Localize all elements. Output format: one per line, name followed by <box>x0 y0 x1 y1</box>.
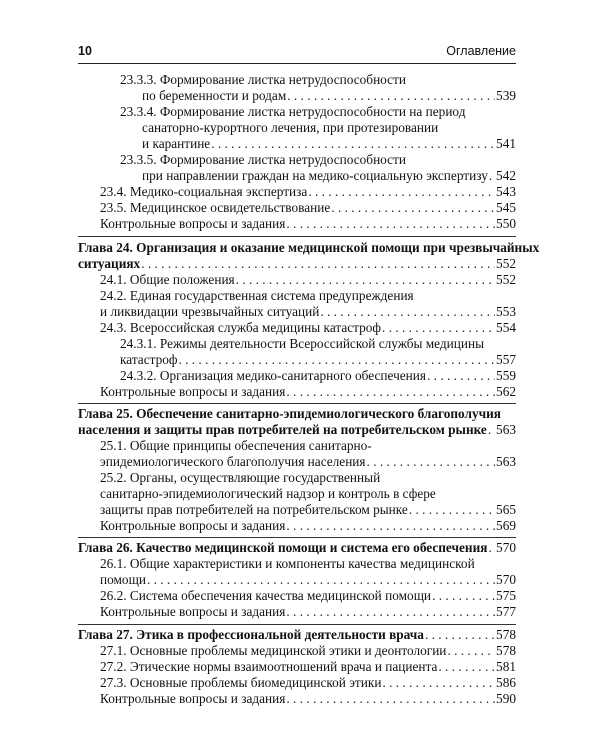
header-rule <box>78 63 516 64</box>
toc-entry-title: 27.2. Этические нормы взаимоотношений врача и пациента <box>100 659 438 674</box>
page-header <box>78 44 516 60</box>
toc-entry-page: 586 <box>496 675 516 690</box>
toc-entry-title: 25.2. Органы, осуществляющие государственный <box>100 470 381 485</box>
toc-chapter-title: населения и защиты прав потребителей на потребительском рынке <box>78 422 487 437</box>
toc-entry[interactable] <box>100 572 516 588</box>
toc-entry-title: 23.5. Медицинское освидетельствование <box>100 200 331 215</box>
dot-leader <box>427 368 495 384</box>
toc-entry[interactable] <box>100 502 516 518</box>
toc-entry-title: 26.2. Система обеспечения качества медицинской помощи <box>100 588 432 603</box>
toc-entry-page: 542 <box>496 168 516 183</box>
dot-leader <box>447 643 495 659</box>
dot-leader <box>308 184 495 200</box>
toc-entry[interactable] <box>100 604 516 620</box>
toc-entry-page: 563 <box>496 454 516 469</box>
toc-entry-title: по беременности и родам <box>142 88 287 103</box>
running-title: Оглавление <box>446 44 516 58</box>
toc-chapter-title: ситуациях <box>78 256 141 271</box>
dot-leader <box>425 627 495 643</box>
toc-entry-title: Контрольные вопросы и задания <box>100 216 286 231</box>
section-divider <box>78 624 516 625</box>
dot-leader <box>382 320 495 336</box>
toc-entry-page: 552 <box>496 256 516 271</box>
toc-entry-title: защиты прав потребителей на потребительском рынке <box>100 502 408 517</box>
toc-entry[interactable] <box>100 438 516 454</box>
toc-entry-page: 545 <box>496 200 516 215</box>
toc-entry-title: 24.3.1. Режимы деятельности Всероссийской службы медицины <box>120 336 485 351</box>
toc-entry-page: 570 <box>496 540 516 555</box>
toc-chapter[interactable] <box>78 406 516 422</box>
toc-entry-title: Контрольные вопросы и задания <box>100 691 286 706</box>
toc-chapter[interactable] <box>78 422 516 438</box>
toc-entry-title: Контрольные вопросы и задания <box>100 384 286 399</box>
toc-entry-title: 25.1. Общие принципы обеспечения санитарно- <box>100 438 372 453</box>
page-number: 10 <box>78 44 92 58</box>
toc-entry-title: Контрольные вопросы и задания <box>100 518 286 533</box>
dot-leader <box>331 200 495 216</box>
toc-entry-title: санитарно-эпидемиологический надзор и контроль в сфере <box>100 486 436 501</box>
dot-leader <box>489 168 495 184</box>
dot-leader <box>432 588 495 604</box>
dot-leader <box>211 136 495 152</box>
toc-entry-page: 562 <box>496 384 516 399</box>
toc-entry[interactable] <box>100 675 516 691</box>
toc-entry-title: 24.2. Единая государственная система предупреждения <box>100 288 414 303</box>
toc-entry-title: 27.3. Основные проблемы биомедицинской этики <box>100 675 382 690</box>
toc-chapter[interactable] <box>78 540 516 556</box>
toc-entry[interactable] <box>100 216 516 232</box>
toc-entry[interactable] <box>100 184 516 200</box>
toc-entry[interactable] <box>120 152 516 168</box>
toc-entry-page: 590 <box>496 691 516 706</box>
toc-entry[interactable] <box>120 352 516 368</box>
toc-entry-title: 26.1. Общие характеристики и компоненты качества медицинской <box>100 556 475 571</box>
toc-entry-title: 23.3.3. Формирование листка нетрудоспособности <box>120 72 406 87</box>
dot-leader <box>286 604 495 620</box>
toc-entry-page: 577 <box>496 604 516 619</box>
toc-entry-title: катастроф <box>120 352 178 367</box>
dot-leader <box>286 518 495 534</box>
toc-chapter-title: Глава 26. Качество медицинской помощи и система его обеспечения <box>78 540 488 555</box>
toc-entry-page: 565 <box>496 502 516 517</box>
toc-entry-page: 578 <box>496 643 516 658</box>
toc-entry[interactable] <box>120 368 516 384</box>
dot-leader <box>147 572 495 588</box>
toc-entry-title: эпидемиологического благополучия населения <box>100 454 366 469</box>
dot-leader <box>320 304 495 320</box>
toc-entry[interactable] <box>142 88 516 104</box>
dot-leader <box>382 675 495 691</box>
toc-entry-page: 563 <box>496 422 516 437</box>
section-divider <box>78 236 516 237</box>
toc-entry[interactable] <box>100 320 516 336</box>
toc-entry-page: 554 <box>496 320 516 335</box>
toc-entry[interactable] <box>100 384 516 400</box>
toc-entry[interactable] <box>100 659 516 675</box>
dot-leader <box>286 384 495 400</box>
toc-entry-page: 575 <box>496 588 516 603</box>
toc-chapter[interactable] <box>78 627 516 643</box>
toc-entry-page: 550 <box>496 216 516 231</box>
dot-leader <box>488 422 495 438</box>
toc-entry[interactable] <box>100 470 516 486</box>
toc-entry[interactable] <box>120 336 516 352</box>
dot-leader <box>141 256 495 272</box>
dot-leader <box>178 352 495 368</box>
dot-leader <box>287 88 495 104</box>
toc-entry-title: 24.1. Общие положения <box>100 272 235 287</box>
toc-entry[interactable] <box>100 272 516 288</box>
dot-leader <box>236 272 495 288</box>
toc-entry-title: 27.1. Основные проблемы медицинской этики и деонтологии <box>100 643 447 658</box>
toc-entry[interactable] <box>120 72 516 88</box>
toc-chapter-title: Глава 27. Этика в профессиональной деятельности врача <box>78 627 424 642</box>
toc-entry[interactable] <box>100 454 516 470</box>
toc-entry[interactable] <box>100 588 516 604</box>
toc-entry-page: 581 <box>496 659 516 674</box>
dot-leader <box>409 502 495 518</box>
toc-entry-title: помощи <box>100 572 146 587</box>
dot-leader <box>286 691 495 707</box>
toc-entry-title: 23.3.5. Формирование листка нетрудоспособности <box>120 152 406 167</box>
toc-entry-title: Контрольные вопросы и задания <box>100 604 286 619</box>
toc-chapter[interactable] <box>78 240 540 256</box>
toc-entry[interactable] <box>100 486 516 502</box>
toc-entry-page: 552 <box>496 272 516 287</box>
dot-leader <box>286 216 495 232</box>
toc-entry-title: и карантине <box>142 136 211 151</box>
dot-leader <box>438 659 495 675</box>
toc-entry-title: 24.3.2. Организация медико-санитарного обеспечения <box>120 368 427 383</box>
toc-entry-page: 557 <box>496 352 516 367</box>
toc-entry-title: и ликвидации чрезвычайных ситуаций <box>100 304 320 319</box>
toc-entry[interactable] <box>142 136 516 152</box>
toc-entry[interactable] <box>142 120 516 136</box>
toc-chapter-title: Глава 24. Организация и оказание медицинской помощи при чрезвычайных <box>78 240 540 255</box>
toc-entry-page: 578 <box>496 627 516 642</box>
toc-entry[interactable] <box>100 288 516 304</box>
toc-entry-page: 570 <box>496 572 516 587</box>
toc-entry-page: 569 <box>496 518 516 533</box>
toc-entry[interactable] <box>100 643 516 659</box>
toc-entry-page: 559 <box>496 368 516 383</box>
toc-entry-title: 23.3.4. Формирование листка нетрудоспособности на период <box>120 104 466 119</box>
toc-entry-title: санаторно-курортного лечения, при протезировании <box>142 120 439 135</box>
toc-entry-title: 23.4. Медико-социальная экспертиза <box>100 184 308 199</box>
dot-leader <box>488 540 495 556</box>
toc-entry[interactable] <box>100 304 516 320</box>
section-divider <box>78 537 516 538</box>
toc-entry-title: 24.3. Всероссийская служба медицины катастроф <box>100 320 382 335</box>
toc-entry[interactable] <box>100 518 516 534</box>
toc-chapter[interactable] <box>78 256 516 272</box>
toc-entry-page: 553 <box>496 304 516 319</box>
toc-entry-page: 541 <box>496 136 516 151</box>
toc-entry-page: 539 <box>496 88 516 103</box>
toc-entry[interactable] <box>142 168 516 184</box>
toc-entry[interactable] <box>100 691 516 707</box>
section-divider <box>78 403 516 404</box>
toc-entry[interactable] <box>100 200 516 216</box>
toc-entry[interactable] <box>100 556 516 572</box>
toc-chapter-title: Глава 25. Обеспечение санитарно-эпидемиологического благополучия <box>78 406 501 421</box>
dot-leader <box>367 454 496 470</box>
toc-entry-page: 543 <box>496 184 516 199</box>
toc-entry[interactable] <box>120 104 516 120</box>
toc-entry-title: при направлении граждан на медико-социальную экспертизу <box>142 168 488 183</box>
